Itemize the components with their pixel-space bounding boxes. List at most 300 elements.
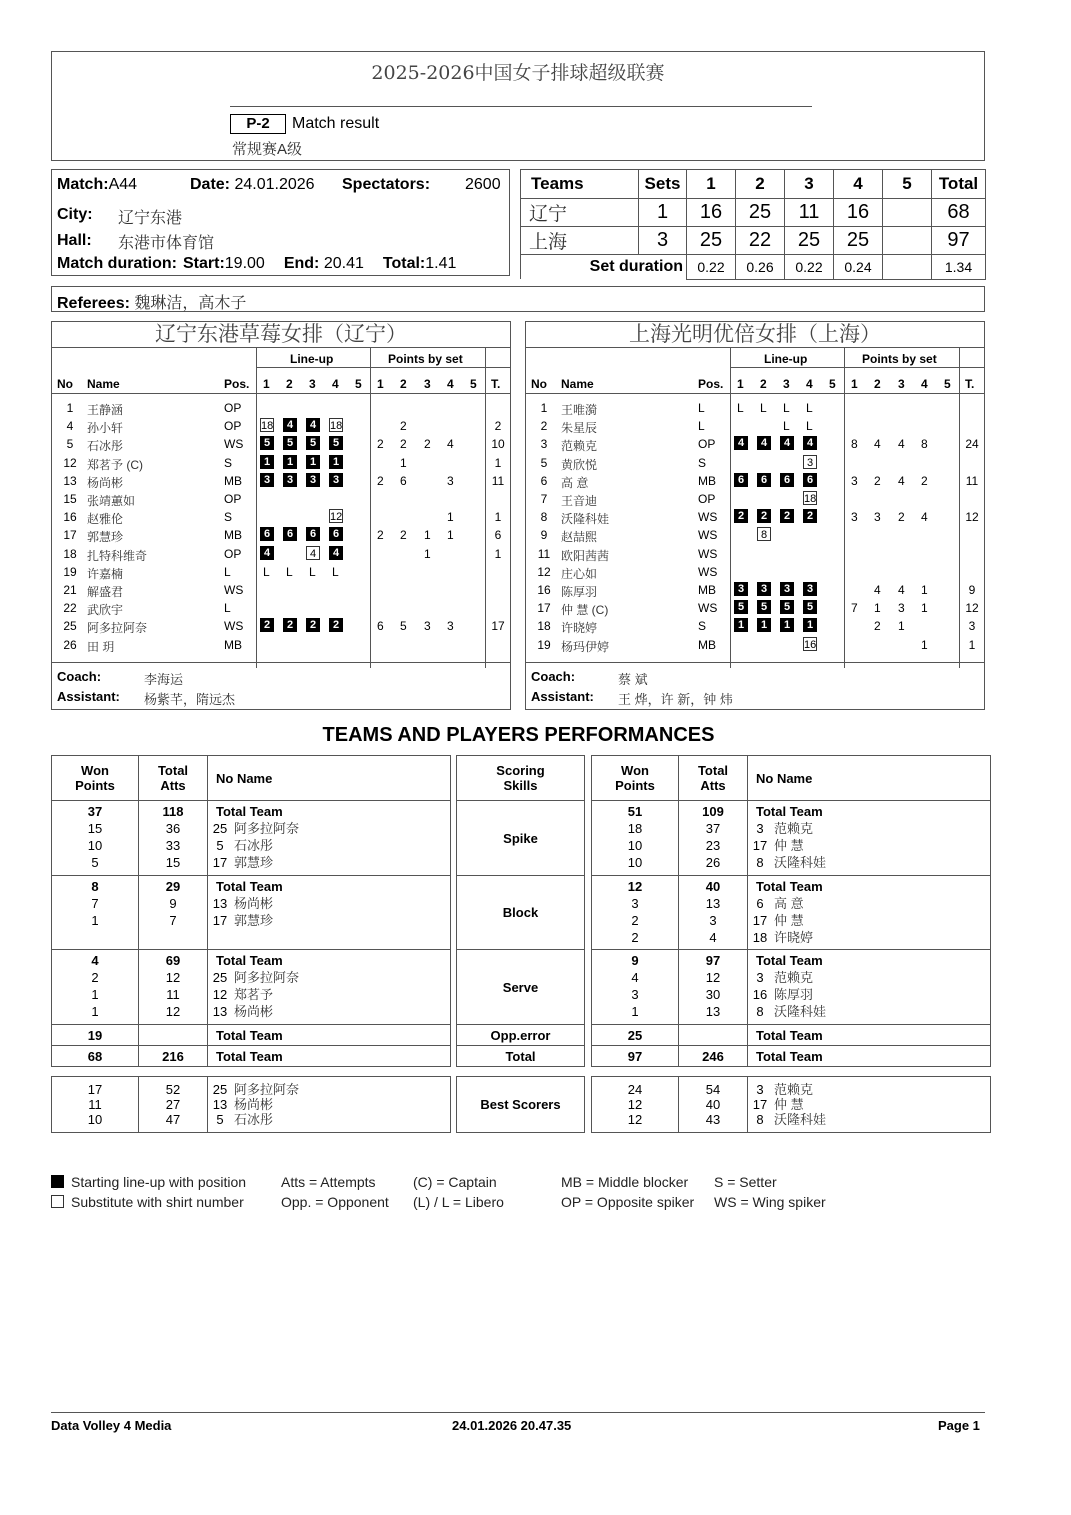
shirt-number: 2 [540, 419, 548, 434]
set-points: 6 [377, 619, 384, 634]
starting-lineup-mark: 1 [329, 455, 343, 469]
pbs-set-header: 2 [400, 377, 407, 391]
value-line: 7 [91, 896, 99, 911]
set-points: 6 [400, 473, 407, 488]
footer-timestamp: 24.01.2026 20.47.35 [452, 1418, 572, 1433]
set-score [883, 199, 932, 227]
shirt-number: 3 [756, 821, 764, 836]
set-points: 8 [921, 437, 928, 452]
player-line [216, 803, 450, 820]
player-position: MB [224, 528, 242, 543]
starting-lineup-mark: 6 [306, 527, 320, 541]
player-row [526, 417, 984, 435]
substitute-mark: 16 [804, 638, 817, 651]
player-row [52, 636, 510, 654]
shirt-number: 1 [66, 401, 74, 415]
player-row [52, 417, 510, 435]
set4-header: 4 [834, 170, 883, 199]
value-line: 12 [627, 1112, 643, 1127]
starting-lineup-mark: 4 [780, 436, 794, 450]
player-position: WS [698, 546, 718, 561]
value-line: 4 [631, 970, 639, 985]
player-position: L [224, 601, 231, 616]
shirt-number: 5 [216, 838, 224, 853]
player-line [756, 1003, 990, 1020]
player-row [52, 508, 510, 526]
libero-mark: L [332, 564, 339, 579]
footer-page: Page 1 [938, 1418, 980, 1433]
starting-lineup-mark: 2 [803, 509, 817, 523]
value-line: 69 [165, 953, 181, 968]
skill-name: Serve [457, 950, 585, 1025]
atts-cell [679, 1046, 748, 1067]
city-value: 辽宁东港 [118, 210, 183, 227]
value-line: 9 [169, 896, 177, 911]
starting-lineup-mark: 5 [757, 600, 771, 614]
set-score: 25 [687, 227, 736, 255]
player-name: 高 意 [774, 896, 804, 911]
player-name: 沃隆科娃 [774, 1004, 827, 1019]
player-name: 沃隆科娃 [561, 512, 610, 527]
starting-lineup-mark: 1 [757, 618, 771, 632]
set-score: 22 [736, 227, 785, 255]
player-position: OP [698, 492, 716, 506]
player-row [52, 526, 510, 544]
player-total: 2 [494, 419, 502, 434]
lineup-header: Line-up [290, 352, 334, 366]
team-a-box [51, 321, 511, 710]
starting-lineup-mark: 3 [283, 473, 297, 487]
libero-mark: L [737, 401, 744, 415]
player-row [526, 435, 984, 453]
value-line: 24 [627, 1082, 643, 1097]
spectators-value: 2600 [465, 176, 501, 193]
pbs-set-header: 1 [851, 377, 858, 391]
pbs-set-header: 4 [447, 377, 454, 391]
player-line [212, 895, 450, 912]
starting-lineup-mark: 2 [734, 509, 748, 523]
referees-box [51, 286, 985, 312]
player-name: 仲 慧 [774, 1097, 804, 1112]
player-cell [208, 801, 451, 876]
player-position: S [698, 455, 707, 470]
value-line: 17 [87, 1082, 103, 1097]
player-row [52, 563, 510, 581]
player-total: 6 [494, 528, 502, 543]
assistant-label: Assistant: [57, 689, 120, 704]
set-points: 2 [898, 510, 905, 525]
starting-lineup-mark: 6 [260, 527, 274, 541]
player-row [526, 545, 984, 563]
shirt-number: 22 [63, 601, 77, 616]
no-name-header: No Name [748, 756, 991, 801]
player-row [52, 599, 510, 617]
value-line: 3 [631, 987, 639, 1002]
shirt-number: 18 [537, 619, 551, 634]
starting-lineup-mark: 1 [803, 618, 817, 632]
starting-lineup-mark: 2 [780, 509, 794, 523]
shirt-number: 12 [63, 455, 77, 470]
player-row [526, 490, 984, 508]
player-name: 庄心如 [561, 566, 598, 581]
starting-lineup-mark: 6 [283, 527, 297, 541]
value-line: 26 [705, 855, 721, 870]
value-line: 40 [705, 1097, 721, 1112]
starting-lineup-mark: 4 [329, 546, 343, 560]
value-line: 13 [705, 1004, 721, 1019]
player-position: L [224, 564, 231, 579]
set-points: 2 [377, 473, 384, 488]
set-points: 2 [377, 528, 384, 543]
value-line: 2 [91, 970, 99, 985]
match-duration-total: 1.34 [932, 255, 986, 280]
player-name: 杨尚彬 [234, 896, 274, 911]
player-cell [208, 1025, 451, 1046]
assistant-names: 王 烨，许 新，钟 炜 [618, 692, 733, 707]
set-points: 7 [851, 601, 858, 616]
scoring-skills-header: Scoring Skills [457, 756, 585, 801]
player-name: 赵雅伦 [87, 512, 124, 527]
total-atts-header: Total Atts [139, 756, 208, 801]
player-name: 解盛君 [87, 585, 124, 599]
player-position: OP [698, 437, 716, 452]
value-line: 4 [709, 930, 717, 945]
player-name: 武欣宇 [87, 603, 124, 618]
value-cell [592, 1077, 679, 1133]
player-cell [748, 801, 991, 876]
total-team-label: Total Team [756, 1048, 823, 1064]
player-total: 1 [494, 510, 502, 525]
starting-lineup-mark: 5 [260, 436, 274, 450]
player-name: 范赖克 [774, 821, 814, 836]
value-line: 10 [87, 1112, 103, 1127]
atts-cell [679, 876, 748, 950]
starting-lineup-mark: 4 [803, 436, 817, 450]
player-position: WS [698, 510, 718, 525]
player-name: 许晓婷 [561, 621, 598, 636]
shirt-number: 25 [212, 821, 228, 836]
shirt-number: 25 [63, 619, 77, 634]
pbs-set-header: 5 [470, 377, 477, 391]
shirt-number: 17 [537, 601, 551, 616]
total-team-label: Total Team [216, 953, 283, 968]
set-points: 1 [921, 637, 928, 652]
set-score: 16 [687, 199, 736, 227]
set-points: 3 [851, 510, 858, 525]
shirt-number: 12 [212, 987, 228, 1002]
player-position: WS [698, 528, 718, 543]
player-name: 阿多拉阿奈 [87, 621, 148, 636]
player-position: OP [224, 401, 242, 415]
lineup-set-header: 2 [760, 377, 767, 391]
value-line: 30 [705, 987, 721, 1002]
shirt-number: 16 [63, 510, 77, 525]
legend-substitute: Substitute with shirt number [71, 1194, 244, 1210]
player-row [52, 490, 510, 508]
won-points-cell [592, 950, 679, 1025]
player-cell [208, 876, 451, 950]
lineup-set-header: 4 [332, 377, 339, 391]
atts-cell [679, 801, 748, 876]
performance-table-left [51, 755, 451, 1067]
player-position: OP [224, 419, 242, 434]
player-position: OP [224, 492, 242, 506]
won-points-cell [52, 950, 139, 1025]
player-row [526, 399, 984, 417]
performance-title: TEAMS AND PLAYERS PERFORMANCES [322, 724, 715, 746]
player-name: 仲 慧 [774, 913, 804, 928]
player-cell [748, 1025, 991, 1046]
set-points: 4 [447, 437, 454, 452]
player-name: 范赖克 [774, 970, 814, 985]
team-b-box [525, 321, 985, 710]
player-line [756, 878, 990, 895]
player-line [752, 912, 990, 929]
player-line [756, 1048, 990, 1065]
set-score: 25 [834, 227, 883, 255]
legend-ws: WS = Wing spiker [714, 1194, 826, 1210]
set-points: 1 [921, 583, 928, 597]
shirt-number: 3 [540, 437, 548, 452]
player-position: MB [698, 473, 716, 488]
starting-lineup-mark: 5 [803, 600, 817, 614]
player-total: 11 [965, 473, 979, 488]
pos-header: Pos. [698, 377, 724, 391]
shirt-number: 18 [63, 546, 77, 561]
player-name: 石冰彤 [234, 838, 274, 853]
best-scorers-label-table [456, 1076, 585, 1133]
player-name: 仲 慧 [774, 838, 804, 853]
atts-cell [679, 1025, 748, 1046]
starting-lineup-mark: 2 [757, 509, 771, 523]
player-position: MB [698, 637, 716, 652]
city-label: City: [57, 206, 93, 223]
starting-lineup-mark: 6 [757, 473, 771, 487]
shirt-number: 8 [756, 1004, 764, 1019]
value-line: 109 [702, 804, 724, 819]
legend-filled-icon [51, 1175, 64, 1188]
player-name: 陈厚羽 [774, 987, 814, 1002]
value-line: 12 [165, 970, 181, 985]
starting-lineup-mark: 1 [734, 618, 748, 632]
name-header: Name [87, 377, 120, 391]
set-duration: 0.26 [736, 255, 785, 280]
set-duration [883, 255, 932, 280]
player-position: MB [698, 583, 716, 597]
lineup-set-header: 1 [263, 377, 270, 391]
player-position: S [224, 510, 233, 525]
legend-mb: MB = Middle blocker [561, 1174, 689, 1190]
player-row [52, 435, 510, 453]
starting-lineup-mark: 4 [260, 546, 274, 560]
atts-cell [139, 1025, 208, 1046]
player-line [212, 969, 450, 986]
value-line: 1 [91, 913, 99, 928]
player-name: 欧阳茜茜 [561, 548, 610, 563]
player-row [526, 617, 984, 635]
value-line: 7 [169, 913, 177, 928]
libero-mark: L [309, 564, 316, 579]
player-line [756, 854, 990, 871]
value-line: 36 [165, 821, 181, 836]
lineup-set-header: 1 [737, 377, 744, 391]
player-cell [748, 1046, 991, 1067]
value-line: 4 [91, 953, 99, 968]
footer-rule [52, 662, 510, 663]
player-line [216, 878, 450, 895]
substitute-mark: 18 [330, 420, 343, 433]
starting-lineup-mark: 3 [757, 582, 771, 596]
set-points: 1 [400, 455, 407, 470]
value-line: 29 [165, 879, 181, 894]
player-line [756, 952, 990, 969]
starting-lineup-mark: 3 [260, 473, 274, 487]
player-cell [208, 950, 451, 1025]
player-position: WS [224, 619, 244, 634]
sets-won: 3 [639, 227, 687, 255]
player-line [212, 1082, 450, 1097]
player-name: 郭慧珍 [87, 530, 124, 545]
hall-label: Hall: [57, 232, 92, 249]
value-line: 15 [87, 821, 103, 836]
shirt-number: 17 [752, 838, 768, 853]
player-line [216, 952, 450, 969]
assistant-names: 杨紫芊，隋远杰 [144, 692, 236, 707]
shirt-number: 25 [212, 970, 228, 985]
value-line: 10 [627, 855, 643, 870]
best-scorers-table-right [591, 1076, 991, 1133]
starting-lineup-mark: 2 [306, 618, 320, 632]
value-line: 3 [631, 896, 639, 911]
coach-label: Coach: [531, 669, 576, 684]
set5-header: 5 [883, 170, 932, 199]
set-points: 4 [898, 473, 905, 488]
player-name: 许嘉楠 [87, 566, 124, 581]
won-points-cell [52, 801, 139, 876]
shirt-number: 18 [752, 930, 768, 945]
header-rule [730, 367, 984, 368]
shirt-number: 8 [756, 1112, 764, 1127]
player-name: 赵喆熙 [561, 530, 598, 545]
shirt-number: 8 [756, 855, 764, 870]
score-row-liaoning [521, 199, 986, 227]
shirt-number: 8 [540, 510, 548, 525]
player-row [52, 454, 510, 472]
set-points: 2 [377, 437, 384, 452]
player-name: 田 玥 [87, 639, 115, 654]
pbs-set-header: 5 [944, 377, 951, 391]
value-line: 51 [627, 804, 643, 819]
player-name: 高 意 [561, 475, 589, 490]
player-name: 石冰彤 [234, 1112, 274, 1127]
player-line [756, 1112, 990, 1127]
shirt-number: 26 [63, 637, 77, 652]
set-points: 3 [424, 619, 431, 634]
player-line [756, 895, 990, 912]
player-position: WS [698, 564, 718, 579]
championship-title: 2025-2026中国女子排球超级联赛 [371, 62, 665, 84]
match-duration: Match duration: Start:19.00 End: 20.41 Total:1.41 [57, 255, 457, 272]
value-line: 1 [91, 1004, 99, 1019]
value-line: 97 [705, 953, 721, 968]
player-position: L [698, 401, 705, 415]
total-points: 68 [932, 199, 986, 227]
player-name: 朱星辰 [561, 421, 598, 436]
player-position: MB [224, 637, 242, 652]
set-points: 4 [874, 437, 881, 452]
starting-lineup-mark: 2 [260, 618, 274, 632]
lineup-set-header: 5 [355, 377, 362, 391]
value-line: 2 [631, 913, 639, 928]
total-team-label: Total Team [756, 1027, 823, 1043]
value-line: 12 [705, 970, 721, 985]
no-name-header: No Name [208, 756, 451, 801]
won-points-cell [592, 1046, 679, 1067]
starting-lineup-mark: 4 [734, 436, 748, 450]
skill-name: Opp.error [457, 1025, 585, 1046]
total-header: Total [932, 170, 986, 199]
starting-lineup-mark: 6 [780, 473, 794, 487]
value-line: 12 [627, 879, 643, 894]
skill-name: Spike [457, 801, 585, 876]
starting-lineup-mark: 6 [803, 473, 817, 487]
player-name: 郭慧珍 [234, 855, 274, 870]
player-position: WS [698, 601, 718, 616]
score-table [520, 169, 986, 280]
won-points-header: Won Points [592, 756, 679, 801]
player-name: 杨尚彬 [234, 1004, 274, 1019]
set3-header: 3 [785, 170, 834, 199]
won-points-cell [52, 876, 139, 950]
player-total: 3 [968, 619, 976, 634]
set-points: 5 [400, 619, 407, 634]
value-line: 37 [705, 821, 721, 836]
set-points: 1 [424, 546, 431, 561]
starting-lineup-mark: 4 [757, 436, 771, 450]
player-name: 王静涵 [87, 403, 124, 417]
value-line: 11 [88, 1097, 102, 1112]
set-points: 1 [898, 619, 905, 634]
value-line: 118 [162, 804, 184, 819]
legend-setter: S = Setter [714, 1174, 777, 1190]
legend-op: OP = Opposite spiker [561, 1194, 695, 1210]
player-line [752, 1097, 990, 1112]
player-name: 扎特科维奇 [87, 548, 148, 563]
value-line: 43 [705, 1112, 721, 1127]
value-line: 10 [87, 838, 103, 853]
total-team-label: Total Team [216, 804, 283, 819]
footer-divider [51, 1412, 985, 1413]
value-line: 19 [87, 1027, 103, 1043]
set-points: 3 [874, 510, 881, 525]
player-name: 阿多拉阿奈 [234, 821, 300, 836]
lineup-set-header: 4 [806, 377, 813, 391]
shirt-number: 25 [212, 1082, 228, 1097]
player-row [526, 508, 984, 526]
set-points: 1 [921, 601, 928, 616]
player-name: 黄欣悦 [561, 457, 598, 472]
shirt-number: 19 [537, 637, 551, 652]
team-a-name: 辽宁东港草莓女排（辽宁） [52, 322, 510, 348]
lineup-set-header: 3 [783, 377, 790, 391]
legend-atts: Atts = Attempts [281, 1174, 376, 1190]
value-line: 12 [627, 1097, 643, 1112]
set-points: 1 [424, 528, 431, 543]
player-name: 杨尚彬 [87, 475, 124, 490]
player-name: 范赖克 [561, 439, 598, 454]
shirt-number: 6 [756, 896, 764, 911]
set-points: 1 [874, 601, 881, 616]
